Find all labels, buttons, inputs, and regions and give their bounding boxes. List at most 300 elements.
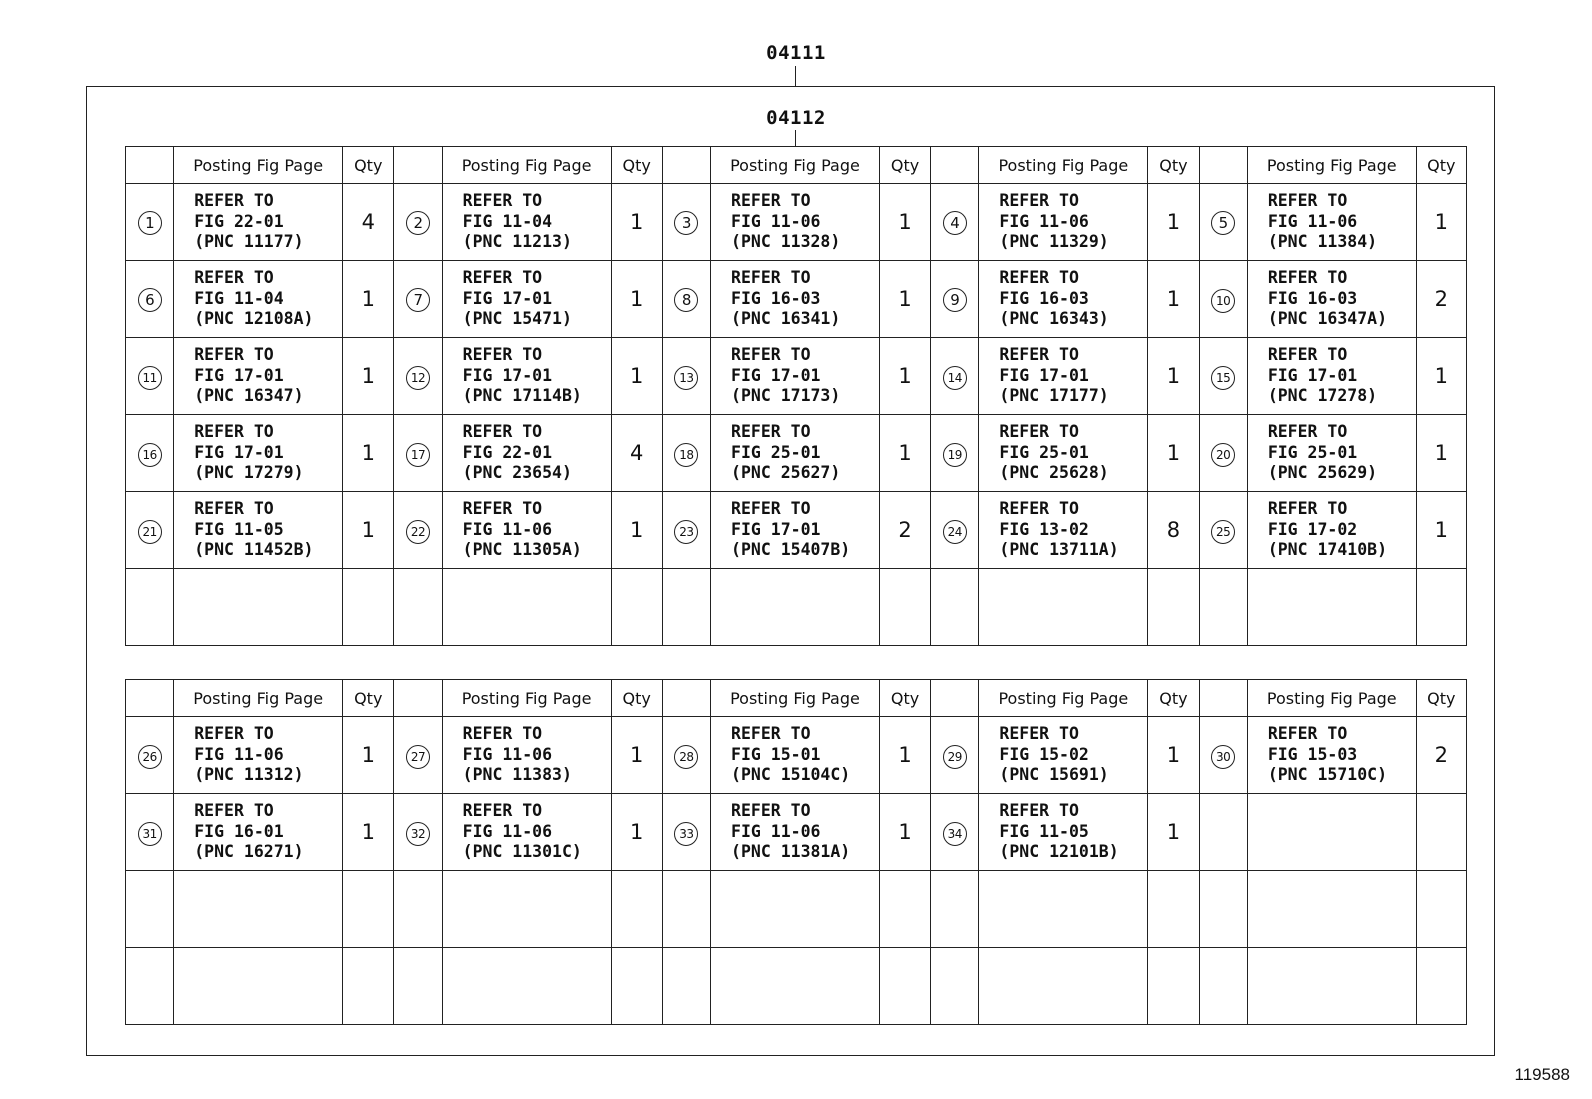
item-number-badge: 32 [406, 822, 430, 846]
quantity-cell: 8 [1148, 492, 1199, 569]
fig-reference-text: FIG 11-06 [731, 211, 821, 231]
item-number-cell [931, 415, 979, 492]
item-number-cell [126, 184, 174, 261]
item-number-badge: 21 [138, 520, 162, 544]
pnc-reference-text: (PNC 11381A) [731, 842, 851, 862]
fig-reference-text: FIG 11-06 [1267, 211, 1358, 231]
item-number-cell [126, 261, 174, 338]
pnc-reference-text: (PNC 13711A) [999, 540, 1119, 560]
pnc-reference-text: (PNC 16343) [999, 309, 1109, 329]
quantity-cell [343, 871, 394, 948]
posting-reference-cell [711, 261, 880, 338]
fig-reference-text: FIG 17-01 [194, 442, 284, 462]
header-posting-fig-page: Posting Fig Page [979, 680, 1148, 717]
item-number-cell [394, 261, 442, 338]
item-number-badge: 33 [674, 822, 698, 846]
refer-to-text: REFER TO [999, 422, 1079, 442]
posting-reference-cell [711, 948, 880, 1025]
header-qty: Qty [1416, 147, 1466, 184]
item-number-badge: 13 [674, 366, 698, 390]
table-row [126, 794, 1467, 871]
table-row [126, 184, 1467, 261]
figure-id: 119588 [1514, 1065, 1570, 1084]
pnc-reference-text: (PNC 11305A) [462, 540, 582, 560]
header-qty: Qty [611, 680, 662, 717]
pnc-reference-text: (PNC 16341) [731, 309, 841, 329]
posting-reference-cell [442, 717, 611, 794]
posting-reference-cell [711, 338, 880, 415]
refer-to-text: REFER TO [194, 268, 274, 288]
header-qty: Qty [343, 680, 394, 717]
posting-reference-cell [979, 717, 1148, 794]
item-number-cell [394, 569, 442, 646]
pnc-reference-text: (PNC 15471) [462, 309, 572, 329]
table-row [126, 717, 1467, 794]
quantity-cell [611, 948, 662, 1025]
header-qty: Qty [879, 147, 930, 184]
item-number-cell [126, 717, 174, 794]
pnc-reference-text: (PNC 11301C) [462, 842, 582, 862]
table-header-row [126, 147, 1467, 184]
quantity-cell: 1 [611, 338, 662, 415]
refer-to-text: REFER TO [462, 268, 543, 288]
posting-reference-cell [979, 794, 1148, 871]
item-number-cell [931, 569, 979, 646]
item-number-cell [931, 184, 979, 261]
item-number-cell [1199, 948, 1247, 1025]
pnc-reference-text: (PNC 23654) [462, 463, 572, 483]
refer-to-text: REFER TO [462, 345, 543, 365]
header-number-cell [1199, 147, 1247, 184]
quantity-cell [343, 569, 394, 646]
item-number-badge: 12 [406, 366, 430, 390]
header-qty: Qty [1148, 680, 1199, 717]
item-number-cell [394, 717, 442, 794]
item-number-cell [1199, 338, 1247, 415]
item-number-cell [126, 415, 174, 492]
item-number-badge: 30 [1211, 745, 1235, 769]
fig-reference-text: FIG 17-01 [1267, 365, 1358, 385]
parts-reference-table-lower [125, 679, 1467, 1025]
posting-reference-cell [979, 184, 1148, 261]
pnc-reference-text: (PNC 15407B) [731, 540, 851, 560]
item-number-cell [931, 492, 979, 569]
posting-reference-cell [442, 415, 611, 492]
fig-reference-text: FIG 25-01 [999, 442, 1089, 462]
item-number-cell [662, 948, 710, 1025]
header-number-cell [394, 680, 442, 717]
quantity-cell: 1 [879, 717, 930, 794]
header-posting-fig-page: Posting Fig Page [1247, 680, 1416, 717]
item-number-cell [662, 184, 710, 261]
quantity-cell: 2 [1416, 717, 1466, 794]
fig-reference-text: FIG 13-02 [999, 519, 1089, 539]
quantity-cell [343, 948, 394, 1025]
header-qty: Qty [611, 147, 662, 184]
posting-reference-cell [442, 338, 611, 415]
quantity-cell: 1 [1148, 717, 1199, 794]
item-number-badge: 7 [406, 288, 430, 312]
item-number-cell [662, 261, 710, 338]
pnc-reference-text: (PNC 11177) [194, 232, 304, 252]
quantity-cell: 1 [611, 184, 662, 261]
fig-reference-text: FIG 17-02 [1267, 519, 1358, 539]
table-row [126, 871, 1467, 948]
refer-to-text: REFER TO [999, 801, 1079, 821]
pnc-reference-text: (PNC 16347) [194, 386, 304, 406]
pnc-reference-text: (PNC 25627) [731, 463, 841, 483]
pnc-reference-text: (PNC 25629) [1267, 463, 1378, 483]
item-number-cell [394, 948, 442, 1025]
item-number-badge: 9 [943, 288, 967, 312]
posting-reference-cell [174, 415, 343, 492]
quantity-cell: 1 [879, 794, 930, 871]
refer-to-text: REFER TO [731, 422, 811, 442]
refer-to-text: REFER TO [1267, 422, 1348, 442]
fig-reference-text: FIG 11-04 [462, 211, 553, 231]
item-number-badge: 6 [138, 288, 162, 312]
item-number-badge: 14 [943, 366, 967, 390]
posting-reference-cell [174, 569, 343, 646]
fig-reference-text: FIG 15-01 [731, 744, 821, 764]
pnc-reference-text: (PNC 15104C) [731, 765, 851, 785]
refer-to-text: REFER TO [194, 499, 274, 519]
item-number-cell [1199, 415, 1247, 492]
posting-reference-cell [174, 948, 343, 1025]
posting-reference-cell [979, 948, 1148, 1025]
header-number-cell [931, 680, 979, 717]
fig-reference-text: FIG 11-06 [999, 211, 1089, 231]
pnc-reference-text: (PNC 17279) [194, 463, 304, 483]
pnc-reference-text: (PNC 17278) [1267, 386, 1378, 406]
fig-reference-text: FIG 11-05 [194, 519, 284, 539]
header-qty: Qty [1148, 147, 1199, 184]
fig-reference-text: FIG 25-01 [1267, 442, 1358, 462]
posting-reference-cell [174, 717, 343, 794]
fig-reference-text: FIG 11-06 [194, 744, 284, 764]
pnc-reference-text: (PNC 11384) [1267, 232, 1378, 252]
header-posting-fig-page: Posting Fig Page [442, 680, 611, 717]
pnc-reference-text: (PNC 11328) [731, 232, 841, 252]
item-number-cell [1199, 492, 1247, 569]
fig-reference-text: FIG 17-01 [999, 365, 1089, 385]
header-number-cell [662, 147, 710, 184]
item-number-badge: 15 [1211, 366, 1235, 390]
table-row [126, 338, 1467, 415]
item-number-cell [394, 415, 442, 492]
pnc-reference-text: (PNC 25628) [999, 463, 1109, 483]
refer-to-text: REFER TO [1267, 345, 1348, 365]
refer-to-text: REFER TO [194, 422, 274, 442]
posting-reference-cell [442, 871, 611, 948]
pnc-reference-text: (PNC 17114B) [462, 386, 582, 406]
quantity-cell: 1 [343, 415, 394, 492]
header-posting-fig-page: Posting Fig Page [174, 147, 343, 184]
table-row [126, 415, 1467, 492]
posting-reference-cell [979, 492, 1148, 569]
fig-reference-text: FIG 11-06 [731, 821, 821, 841]
quantity-cell: 1 [611, 492, 662, 569]
pnc-reference-text: (PNC 17173) [731, 386, 841, 406]
item-number-badge: 1 [138, 211, 162, 235]
item-number-cell [126, 338, 174, 415]
fig-reference-text: FIG 11-04 [194, 288, 284, 308]
item-number-cell [931, 948, 979, 1025]
quantity-cell [611, 569, 662, 646]
item-number-badge: 26 [138, 745, 162, 769]
table-row [126, 569, 1467, 646]
item-number-cell [394, 492, 442, 569]
refer-to-text: REFER TO [462, 724, 543, 744]
quantity-cell: 4 [611, 415, 662, 492]
quantity-cell: 1 [1416, 184, 1466, 261]
quantity-cell [1416, 871, 1466, 948]
refer-to-text: REFER TO [462, 499, 543, 519]
posting-reference-cell [1247, 338, 1416, 415]
item-number-badge: 3 [674, 211, 698, 235]
item-number-badge: 31 [138, 822, 162, 846]
item-number-cell [126, 871, 174, 948]
posting-reference-cell [711, 415, 880, 492]
item-number-cell [126, 569, 174, 646]
quantity-cell: 1 [611, 717, 662, 794]
pnc-reference-text: (PNC 17177) [999, 386, 1109, 406]
refer-to-text: REFER TO [1267, 499, 1348, 519]
fig-reference-text: FIG 16-03 [1267, 288, 1358, 308]
posting-reference-cell [174, 261, 343, 338]
posting-reference-cell [711, 492, 880, 569]
quantity-cell [1416, 794, 1466, 871]
posting-reference-cell [1247, 948, 1416, 1025]
header-number-cell [126, 680, 174, 717]
item-number-badge: 16 [138, 443, 162, 467]
quantity-cell [879, 948, 930, 1025]
outer-leader-line [795, 66, 796, 86]
header-qty: Qty [1416, 680, 1466, 717]
item-number-cell [126, 948, 174, 1025]
pnc-reference-text: (PNC 11312) [194, 765, 304, 785]
header-number-cell [662, 680, 710, 717]
fig-reference-text: FIG 17-01 [462, 288, 553, 308]
quantity-cell [1148, 569, 1199, 646]
refer-to-text: REFER TO [999, 268, 1079, 288]
pnc-reference-text: (PNC 16271) [194, 842, 304, 862]
pnc-reference-text: (PNC 11213) [462, 232, 572, 252]
fig-reference-text: FIG 17-01 [731, 519, 821, 539]
item-number-cell [662, 338, 710, 415]
item-number-cell [931, 717, 979, 794]
item-number-cell [394, 871, 442, 948]
posting-reference-cell [442, 184, 611, 261]
parts-reference-table-upper [125, 146, 1467, 646]
fig-reference-text: FIG 17-01 [731, 365, 821, 385]
fig-reference-text: FIG 11-06 [462, 821, 553, 841]
item-number-badge: 23 [674, 520, 698, 544]
quantity-cell [879, 569, 930, 646]
quantity-cell [1148, 948, 1199, 1025]
refer-to-text: REFER TO [999, 345, 1079, 365]
posting-reference-cell [979, 569, 1148, 646]
item-number-cell [662, 794, 710, 871]
header-posting-fig-page: Posting Fig Page [442, 147, 611, 184]
table-header-row [126, 680, 1467, 717]
quantity-cell: 1 [1148, 794, 1199, 871]
header-posting-fig-page: Posting Fig Page [711, 147, 880, 184]
item-number-cell [1199, 871, 1247, 948]
quantity-cell: 1 [1148, 261, 1199, 338]
header-number-cell [126, 147, 174, 184]
item-number-cell [662, 415, 710, 492]
refer-to-text: REFER TO [462, 801, 543, 821]
refer-to-text: REFER TO [194, 191, 274, 211]
fig-reference-text: FIG 11-05 [999, 821, 1089, 841]
item-number-badge: 18 [674, 443, 698, 467]
quantity-cell: 1 [343, 717, 394, 794]
posting-reference-cell [711, 184, 880, 261]
item-number-cell [662, 569, 710, 646]
refer-to-text: REFER TO [999, 191, 1079, 211]
pnc-reference-text: (PNC 15691) [999, 765, 1109, 785]
fig-reference-text: FIG 15-03 [1267, 744, 1358, 764]
item-number-badge: 29 [943, 745, 967, 769]
item-number-cell [662, 871, 710, 948]
quantity-cell: 1 [343, 261, 394, 338]
item-number-badge: 10 [1211, 289, 1235, 313]
quantity-cell: 4 [343, 184, 394, 261]
outer-group-label: 04111 [766, 42, 826, 64]
table-row [126, 948, 1467, 1025]
refer-to-text: REFER TO [1267, 191, 1348, 211]
quantity-cell: 1 [343, 794, 394, 871]
posting-reference-cell [174, 184, 343, 261]
fig-reference-text: FIG 22-01 [194, 211, 284, 231]
header-number-cell [931, 147, 979, 184]
header-posting-fig-page: Posting Fig Page [711, 680, 880, 717]
item-number-badge: 19 [943, 443, 967, 467]
posting-reference-cell [979, 871, 1148, 948]
quantity-cell: 1 [1416, 492, 1466, 569]
item-number-badge: 34 [943, 822, 967, 846]
quantity-cell: 1 [879, 415, 930, 492]
quantity-cell: 1 [611, 794, 662, 871]
posting-reference-cell [174, 338, 343, 415]
header-qty: Qty [879, 680, 930, 717]
item-number-badge: 27 [406, 745, 430, 769]
posting-reference-cell [174, 794, 343, 871]
refer-to-text: REFER TO [731, 801, 811, 821]
fig-reference-text: FIG 11-06 [462, 744, 553, 764]
refer-to-text: REFER TO [1267, 268, 1348, 288]
quantity-cell: 1 [879, 261, 930, 338]
inner-leader-line [795, 130, 796, 146]
item-number-cell [1199, 717, 1247, 794]
fig-reference-text: FIG 15-02 [999, 744, 1089, 764]
pnc-reference-text: (PNC 12101B) [999, 842, 1119, 862]
table-row [126, 261, 1467, 338]
header-qty: Qty [343, 147, 394, 184]
item-number-badge: 11 [138, 366, 162, 390]
posting-reference-cell [1247, 261, 1416, 338]
posting-reference-cell [1247, 184, 1416, 261]
refer-to-text: REFER TO [462, 422, 543, 442]
pnc-reference-text: (PNC 17410B) [1267, 540, 1388, 560]
pnc-reference-text: (PNC 12108A) [194, 309, 314, 329]
fig-reference-text: FIG 17-01 [462, 365, 553, 385]
fig-reference-text: FIG 25-01 [731, 442, 821, 462]
item-number-cell [126, 794, 174, 871]
refer-to-text: REFER TO [462, 191, 543, 211]
fig-reference-text: FIG 16-01 [194, 821, 284, 841]
quantity-cell: 1 [343, 338, 394, 415]
quantity-cell [1148, 871, 1199, 948]
posting-reference-cell [442, 492, 611, 569]
item-number-cell [1199, 184, 1247, 261]
header-number-cell [394, 147, 442, 184]
refer-to-text: REFER TO [731, 345, 811, 365]
quantity-cell: 1 [879, 184, 930, 261]
quantity-cell: 1 [343, 492, 394, 569]
quantity-cell: 1 [1148, 338, 1199, 415]
pnc-reference-text: (PNC 15710C) [1267, 765, 1388, 785]
item-number-cell [1199, 569, 1247, 646]
quantity-cell: 2 [879, 492, 930, 569]
fig-reference-text: FIG 16-03 [731, 288, 821, 308]
posting-reference-cell [442, 948, 611, 1025]
quantity-cell [1416, 948, 1466, 1025]
refer-to-text: REFER TO [1267, 724, 1348, 744]
quantity-cell: 1 [879, 338, 930, 415]
item-number-badge: 17 [406, 443, 430, 467]
quantity-cell: 1 [1148, 415, 1199, 492]
item-number-badge: 20 [1211, 443, 1235, 467]
refer-to-text: REFER TO [731, 724, 811, 744]
refer-to-text: REFER TO [194, 724, 274, 744]
item-number-cell [931, 338, 979, 415]
posting-reference-cell [979, 338, 1148, 415]
posting-reference-cell [711, 717, 880, 794]
quantity-cell: 1 [1416, 415, 1466, 492]
posting-reference-cell [1247, 492, 1416, 569]
item-number-cell [394, 184, 442, 261]
item-number-cell [394, 794, 442, 871]
quantity-cell: 1 [1148, 184, 1199, 261]
fig-reference-text: FIG 17-01 [194, 365, 284, 385]
quantity-cell [879, 871, 930, 948]
item-number-cell [662, 492, 710, 569]
fig-reference-text: FIG 22-01 [462, 442, 553, 462]
pnc-reference-text: (PNC 16347A) [1267, 309, 1388, 329]
posting-reference-cell [442, 261, 611, 338]
quantity-cell [1416, 569, 1466, 646]
refer-to-text: REFER TO [731, 268, 811, 288]
quantity-cell [611, 871, 662, 948]
posting-reference-cell [979, 415, 1148, 492]
pnc-reference-text: (PNC 11329) [999, 232, 1109, 252]
item-number-cell [931, 794, 979, 871]
header-posting-fig-page: Posting Fig Page [979, 147, 1148, 184]
posting-reference-cell [174, 871, 343, 948]
fig-reference-text: FIG 16-03 [999, 288, 1089, 308]
item-number-cell [931, 871, 979, 948]
posting-reference-cell [711, 871, 880, 948]
quantity-cell: 2 [1416, 261, 1466, 338]
header-posting-fig-page: Posting Fig Page [1247, 147, 1416, 184]
item-number-badge: 22 [406, 520, 430, 544]
item-number-cell [394, 338, 442, 415]
inner-group-label: 04112 [766, 107, 826, 129]
item-number-cell [1199, 261, 1247, 338]
item-number-cell [931, 261, 979, 338]
